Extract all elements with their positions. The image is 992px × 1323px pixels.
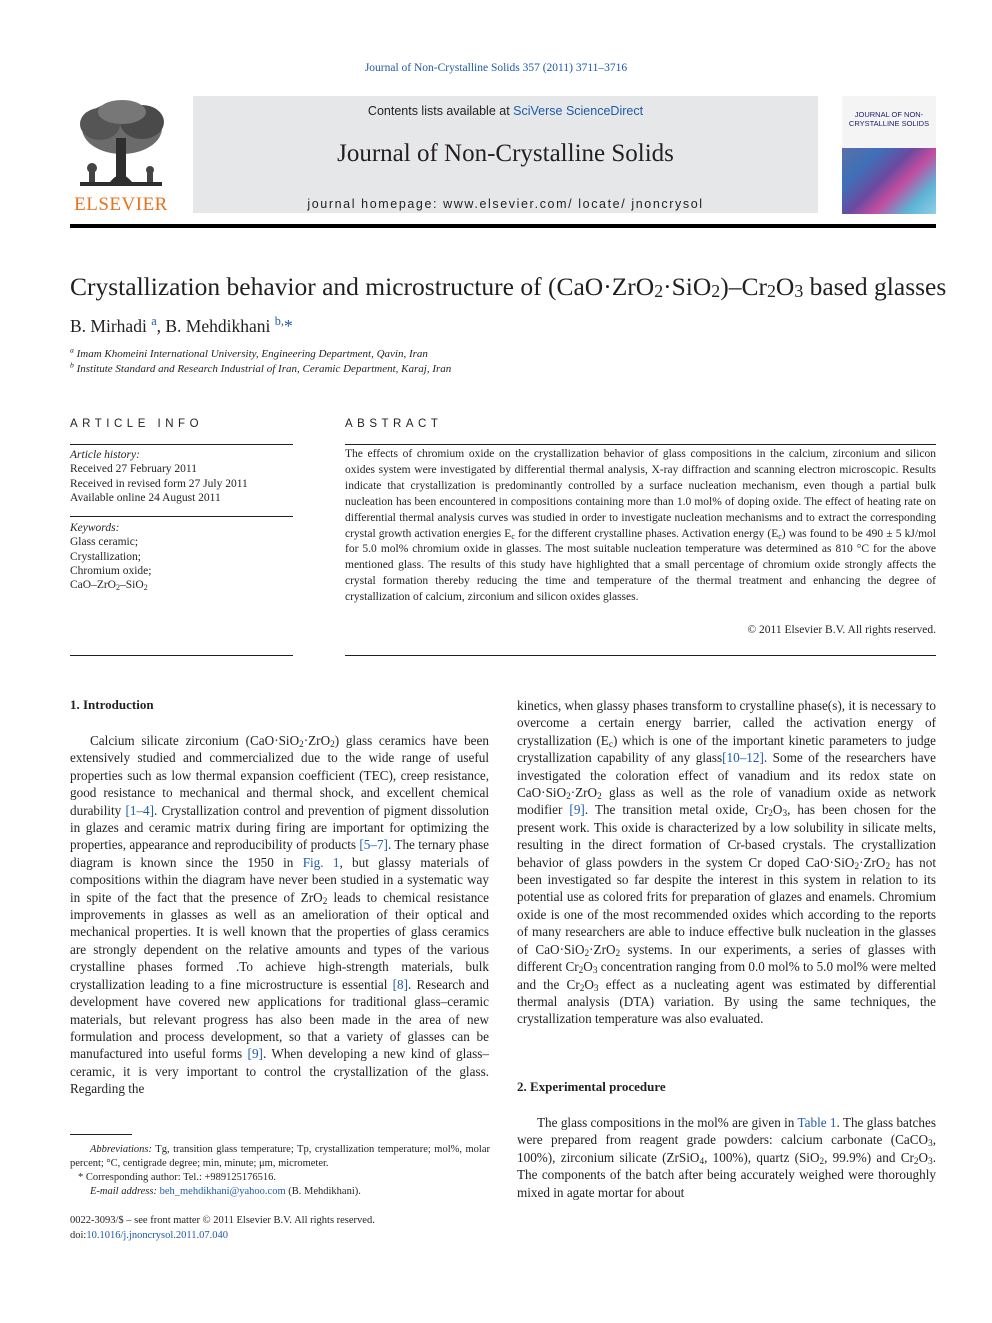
- abbreviations-footnote: Abbreviations: Tg, transition glass temperature; Tp, crystallization temperature; mol%, molar percent; °C, centigrade degree; min, minute; μm, micrometer.: [70, 1144, 490, 1169]
- history-label: Article history:: [70, 449, 140, 461]
- elsevier-wordmark: ELSEVIER: [74, 194, 168, 215]
- history-online: Available online 24 August 2011: [70, 491, 221, 504]
- article-info-heading: ARTICLE INFO: [70, 418, 204, 430]
- keywords: [70, 521, 295, 592]
- doi-line: [70, 1228, 228, 1243]
- abstract-bottom-rule: [345, 655, 936, 656]
- journal-citation[interactable]: Journal of Non-Crystalline Solids 357 (2011) 3711–3716: [364, 62, 628, 74]
- affiliation-b: $^b$ Institute Standard and Research Industrial of Iran, Ceramic Department, Karaj, Iran: [70, 360, 452, 375]
- keyword-item: Glass ceramic;: [70, 536, 139, 549]
- email-label: E-mail address:: [90, 1186, 157, 1197]
- article-info-rule: [70, 444, 293, 445]
- email-owner: (B. Mehdikhani).: [288, 1186, 361, 1197]
- keyword-item: Chromium oxide;: [70, 564, 152, 577]
- contents-line: [193, 104, 818, 118]
- issn-line: 0022-3093/$ – see front matter © 2011 Elsevier B.V. All rights reserved.: [70, 1215, 375, 1226]
- keyword-item: Crystallization;: [70, 550, 141, 563]
- history-received: Received 27 February 2011: [70, 463, 197, 476]
- affiliation-a: $^a$ Imam Khomeini International University, Engineering Department, Qavin, Iran: [70, 345, 428, 360]
- intro-body: [70, 732, 489, 1098]
- intro-continued-paragraph: kinetics, when glassy phases transform to crystalline phase(s), it is necessary to overcome a certain energy barrier, called the activation energy of crystallization $(E_c)$ which is one of the important kinetic parameters to judge crystallization capability of any glass[10–12]. Some of the researchers have investigated the coloration effect of vanadium and its redox state on CaO·SiO$_2$·ZrO$_2$ glass as well as the role of vanadium oxide as network modifier [9]. The transition metal oxide, $Cr_2O_3$, has been chosen for the present work. This oxide is characterized by a low solubility in silicate melts, resulting in the direct formation of Cr-based crystals. The crystallization behavior of glass powders in the system Cr doped CaO·SiO$_2$·ZrO$_2$ has not been investigated so far despite the interest in this system in relation to its potential use as colored frits for preparation of glazes and enamels. Chromium oxide is one of the most recommended oxides which according to the reports of many researchers are able to induce effective bulk nucleation in the glasses of CaO·SiO$_2$·ZrO$_2$ systems. In our experiments, a series of glasses with different $Cr_2O_3$ concentration ranging from 0.0 mol% to 5.0 mol% were melted and the $Cr_2O_3$ effect as a nucleating agent was estimated by differential thermal analysis (DTA) variation. By using the same techniques, the crystallization temperature was also evaluated.: [517, 698, 936, 1027]
- history-revised: Received in revised form 27 July 2011: [70, 477, 248, 490]
- sciencedirect-link[interactable]: SciVerse ScienceDirect: [513, 104, 644, 118]
- intro-paragraph: Calcium silicate zirconium (CaO·SiO$_2$·ZrO$_2$) glass ceramics have been extensively studied and commercialized due to the wide range of useful properties such as low thermal expansion coefficient (TEC), creep resistance, good resistance to mechanical and thermal shock, and excellent chemical durability [1–4]. Crystallization control and prevention of pigment dissolution in glazes and ceramic matrix during firing are important for optimizing the properties, appearance and reproducibility of products [5–7]. The ternary phase diagram is known since the 1950 in Fig. 1, but glassy materials of compositions within the diagram have never been studied in a systematic way in spite of the fact that the presence of ZrO$_2$ leads to chemical resistance improvements in glasses as well as an amelioration of their optical and mechanical properties. It is well known that the properties of glass ceramics are strongly dependent on the relative amounts and types of the various crystalline phases formed .To achieve high-strength materials, bulk crystallization leading to a fine microstructure is essential [8]. Research and development have covered new applications for traditional glass–ceramic materials, but relevant progress has also been made in the area of new formulation and process development, so that a variety of glasses can be manufactured into useful forms [9]. When developing a new kind of glass–ceramic, it is very important to control the crystallization of the glass. Regarding the: [70, 733, 490, 1097]
- email-footnote: [70, 1185, 510, 1199]
- abstract-text: The effects of chromium oxide on the crystallization behavior of glass compositions in the calcium, zirconium and silicon oxides system were investigated by differential thermal analysis, X-ray diffraction and scanning electron microscopic. Results indicate that crystallization is predominantly controlled by a surface nucleation mechanism, even though a partial bulk nucleation has been encountered in compositions containing more than 1.0 mol% of doping oxide. The effect of heating rate on differential thermal analysis curves was studied in order to investigate nucleation mechanisms and to extract the corresponding crystal growth activation energies $E_c$ for the different crystalline phases. Activation energy $(E_c)$ was found to be 490 ± 5 kJ/mol for 5.0 mol% chromium oxide in glasses. The most suitable nucleation temperature was determined as 810 °C for the above mentioned glass. The results of this study have highlighted that a small percentage of chromium oxide strongly affects the crystal formation thereby reducing the time and temperature of the thermal treatment and enhancing the degree of crystallization of calcium, zirconium and silicon oxides glasses.: [345, 448, 936, 604]
- right-column-body: [517, 697, 936, 1028]
- intro-heading: 1. Introduction: [70, 697, 154, 712]
- cover-title: JOURNAL OF NON-CRYSTALLINE SOLIDS: [848, 110, 930, 128]
- experimental-body: [517, 1114, 936, 1201]
- journal-title: Journal of Non-Crystalline Solids: [337, 140, 674, 167]
- experimental-paragraph: The glass compositions in the mol% are given in Table 1. The glass batches were prepared from reagent grade powders: calcium carbonate (CaCO$_3$, 100%), zirconium silicate (ZrSiO$_4$, 100%), quartz (SiO$_2$, 99.9%) and $Cr_2O_3$. The components of the batch after being accurately weighed were thoroughly mixed in agate mortar for about: [517, 1115, 936, 1200]
- article-history: [70, 448, 295, 505]
- contents-prefix: Contents lists available at: [367, 104, 514, 118]
- email-link[interactable]: beh_mehdikhani@yahoo.com: [159, 1186, 286, 1197]
- abstract-heading: ABSTRACT: [345, 418, 443, 430]
- keyword-item: CaO–ZrO$_2$–SiO$_2$: [70, 579, 148, 593]
- article-info-bottom-rule: [70, 655, 293, 656]
- keywords-rule: [70, 516, 293, 517]
- experimental-heading: 2. Experimental procedure: [517, 1079, 666, 1094]
- header-rule: [70, 224, 936, 228]
- doi-label: doi:: [70, 1230, 87, 1241]
- abstract-rule: [345, 444, 936, 445]
- journal-cover-thumbnail: [842, 96, 936, 214]
- doi-link[interactable]: 10.1016/j.jnoncrysol.2011.07.040: [86, 1230, 228, 1241]
- journal-homepage[interactable]: journal homepage: www.elsevier.com/ locate/ jnoncrysol: [307, 197, 704, 211]
- abstract-copyright: © 2011 Elsevier B.V. All rights reserved.: [747, 624, 936, 636]
- footnote-rule: [70, 1134, 132, 1135]
- corresponding-author-footnote: * Corresponding author: Tel.: +989125176516.: [78, 1172, 277, 1183]
- cover-image: [842, 148, 936, 214]
- article-title: Crystallization behavior and microstructure of $(CaO\cdot ZrO_2\cdot SiO_2)-Cr_2O_3$ based glasses: [70, 272, 947, 301]
- author-list: B. Mirhadi $^a$, B. Mehdikhani $^{b,}$*: [70, 314, 293, 336]
- keywords-label: Keywords:: [70, 522, 120, 534]
